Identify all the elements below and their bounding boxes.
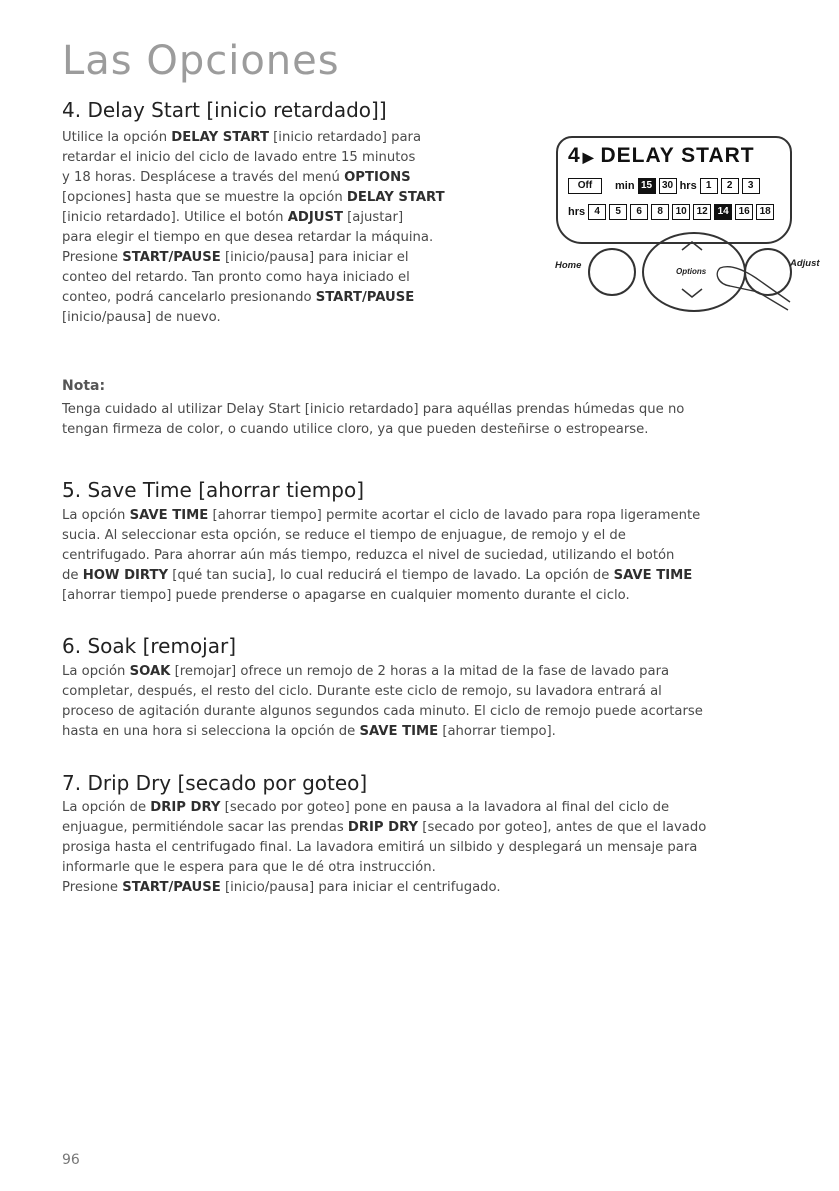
delay-start-body <box>62 128 532 328</box>
body-text: [inicio/pausa] de nuevo. <box>62 310 221 325</box>
lcd-title-text: DELAY START <box>600 144 755 167</box>
text-line <box>62 682 832 702</box>
lcd-min-cell: 30 <box>659 178 677 194</box>
body-text: de <box>62 568 83 583</box>
page-title: Las Opciones <box>62 38 340 84</box>
text-line <box>62 566 832 586</box>
keyword-text: DELAY START <box>346 190 445 205</box>
text-line <box>62 722 832 742</box>
body-text: [inicio/pausa] para iniciar el <box>220 250 409 265</box>
text-line <box>62 858 832 878</box>
keyword-text: DRIP DRY <box>347 820 419 835</box>
body-text: tengan firmeza de color, o cuando utilice cloro, ya que pueden desteñirse o estropearse. <box>62 422 649 437</box>
text-line <box>62 586 832 606</box>
text-line <box>62 168 532 188</box>
text-line <box>62 308 532 328</box>
keyword-text: SAVE TIME <box>613 568 693 583</box>
lcd-off-cell: Off <box>568 178 602 194</box>
body-text: [secado por goteo], antes de que el lavado <box>418 820 707 835</box>
lcd-number: 4 <box>568 144 581 167</box>
lcd-hrs-label: hrs <box>568 206 586 218</box>
keyword-text: START/PAUSE <box>122 880 221 895</box>
delay-start-heading: 4. Delay Start [inicio retardado]] <box>62 98 387 122</box>
lcd-hr-cell: 1 <box>700 178 718 194</box>
keyword-text: ADJUST <box>287 210 343 225</box>
keyword-text: START/PAUSE <box>122 250 221 265</box>
body-text: [ahorrar tiempo] permite acortar el ciclo de lavado para ropa ligeramente <box>208 508 701 523</box>
lcd-hr-cell: 8 <box>651 204 669 220</box>
text-line <box>62 188 532 208</box>
text-line <box>62 208 532 228</box>
save-time-heading: 5. Save Time [ahorrar tiempo] <box>62 478 365 502</box>
text-line <box>62 400 832 420</box>
body-text: [ajustar] <box>342 210 404 225</box>
text-line <box>62 506 832 526</box>
text-line <box>62 268 532 288</box>
lcd-hr-cell: 18 <box>756 204 774 220</box>
text-line <box>62 288 532 308</box>
lcd-hr-cell: 3 <box>742 178 760 194</box>
text-line <box>62 420 832 440</box>
body-text: Tenga cuidado al utilizar Delay Start [inicio retardado] para aquéllas prendas húmedas que no <box>62 402 685 417</box>
body-text: hasta en una hora si selecciona la opción de <box>62 724 360 739</box>
lcd-hrs-label: hrs <box>679 180 697 192</box>
finger-pointer-icon <box>700 262 795 322</box>
text-line <box>62 838 832 858</box>
body-text: conteo, podrá cancelarlo presionando <box>62 290 316 305</box>
text-line <box>62 662 832 682</box>
lcd-hr-cell: 12 <box>693 204 711 220</box>
keyword-text: START/PAUSE <box>315 290 415 305</box>
body-text: enjuague, permitiéndole sacar las prendas <box>62 820 348 835</box>
play-arrow-icon: ▶ <box>582 149 595 165</box>
page-number: 96 <box>62 1152 80 1168</box>
drip-dry-heading: 7. Drip Dry [secado por goteo] <box>62 771 368 795</box>
lcd-hr-cell: 6 <box>630 204 648 220</box>
body-text: [qué tan sucia], lo cual reducirá el tiempo de lavado. La opción de <box>168 568 614 583</box>
body-text: Presione <box>62 880 123 895</box>
options-label: Options <box>676 267 707 276</box>
body-text: [inicio/pausa] para iniciar el centrifugado. <box>220 880 501 895</box>
text-line <box>62 702 832 722</box>
keyword-text: DRIP DRY <box>150 800 221 815</box>
body-text: sucia. Al seleccionar esta opción, se reduce el tiempo de enjuague, de remojo y el de <box>62 528 626 543</box>
body-text: [ahorrar tiempo]. <box>438 724 556 739</box>
keyword-text: SOAK <box>129 664 171 679</box>
body-text: completar, después, el resto del ciclo. Durante este ciclo de remojo, su lavadora entrará al <box>62 684 662 699</box>
body-text: retardar el inicio del ciclo de lavado entre 15 minutos <box>62 150 416 165</box>
text-line <box>62 148 532 168</box>
body-text: [inicio retardado] para <box>268 130 422 145</box>
body-text: conteo del retardo. Tan pronto como haya iniciado el <box>62 270 410 285</box>
drip-dry-body <box>62 798 832 898</box>
body-text: proceso de agitación durante algunos segundos cada minuto. El ciclo de remojo puede acortarse <box>62 704 703 719</box>
body-text: [remojar] ofrece un remojo de 2 horas a la mitad de la fase de lavado para <box>170 664 670 679</box>
lcd-hr-cell: 14 <box>714 204 732 220</box>
home-button[interactable] <box>588 248 636 296</box>
soak-body <box>62 662 832 742</box>
lcd-screen <box>556 136 792 244</box>
keyword-text: HOW DIRTY <box>82 568 169 583</box>
note-label: Nota: <box>62 378 106 394</box>
lcd-hr-cell: 16 <box>735 204 753 220</box>
save-time-body <box>62 506 832 606</box>
body-text: y 18 horas. Desplácese a través del menú <box>62 170 345 185</box>
lcd-row-bottom <box>568 204 774 220</box>
body-text: para elegir el tiempo en que desea retardar la máquina. <box>62 230 434 245</box>
body-text: [secado por goteo] pone en pausa a la lavadora al final del ciclo de <box>220 800 670 815</box>
keyword-text: SAVE TIME <box>359 724 439 739</box>
keyword-text: DELAY START <box>171 130 269 145</box>
body-text: [opciones] hasta que se muestre la opción <box>62 190 347 205</box>
home-label: Home <box>555 260 582 271</box>
keyword-text: OPTIONS <box>344 170 411 185</box>
text-line <box>62 248 532 268</box>
text-line <box>62 818 832 838</box>
body-text: La opción <box>62 664 130 679</box>
body-text: La opción de <box>62 800 151 815</box>
soak-heading: 6. Soak [remojar] <box>62 634 237 658</box>
body-text: [ahorrar tiempo] puede prenderse o apagarse en cualquier momento durante el ciclo. <box>62 588 630 603</box>
text-line <box>62 228 532 248</box>
body-text: centrifugado. Para ahorrar aún más tiempo, reduzca el nivel de suciedad, utilizando el botón <box>62 548 675 563</box>
body-text: [inicio retardado]. Utilice el botón <box>62 210 288 225</box>
text-line <box>62 526 832 546</box>
body-text: prosiga hasta el centrifugado final. La lavadora emitirá un silbido y desplegará un mensaje para <box>62 840 698 855</box>
body-text: Presione <box>62 250 123 265</box>
adjust-label: Adjust <box>790 258 820 269</box>
lcd-row-top <box>568 178 760 194</box>
lcd-hr-cell: 10 <box>672 204 690 220</box>
lcd-title <box>568 144 755 168</box>
body-text: La opción <box>62 508 130 523</box>
lcd-hr-cell: 4 <box>588 204 606 220</box>
note-body <box>62 400 832 440</box>
body-text: informarle que le espera para que le dé otra instrucción. <box>62 860 436 875</box>
lcd-min-cell: 15 <box>638 178 656 194</box>
lcd-hr-cell: 5 <box>609 204 627 220</box>
text-line <box>62 128 532 148</box>
options-chevron-up-icon <box>680 240 704 252</box>
keyword-text: SAVE TIME <box>129 508 209 523</box>
text-line <box>62 546 832 566</box>
body-text: Utilice la opción <box>62 130 172 145</box>
text-line <box>62 798 832 818</box>
lcd-hr-cell: 2 <box>721 178 739 194</box>
text-line <box>62 878 832 898</box>
lcd-min-label: min <box>615 180 635 192</box>
